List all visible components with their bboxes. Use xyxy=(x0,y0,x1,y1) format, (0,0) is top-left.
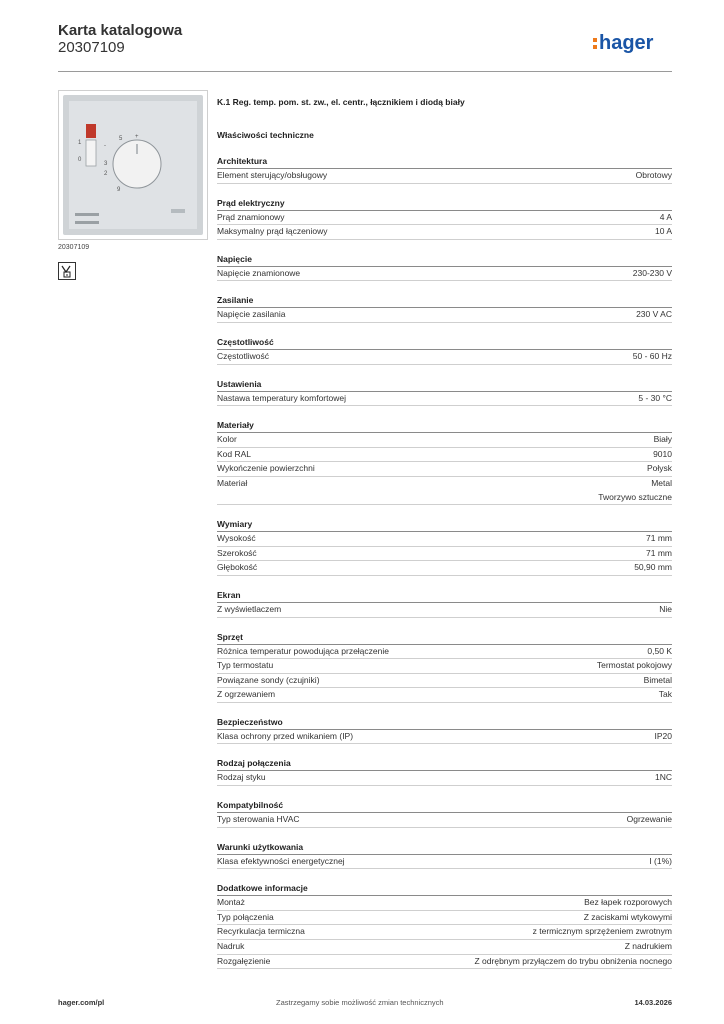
spec-value-line: Z zaciskami wtykowymi xyxy=(583,911,672,922)
spec-value xyxy=(597,659,672,673)
spec-value xyxy=(598,477,672,504)
dial-mark-3: 3 xyxy=(104,161,108,167)
spec-label: Głębokość xyxy=(217,562,258,573)
spec-row xyxy=(217,561,672,576)
header-divider xyxy=(58,71,672,72)
footer-date: 14.03.2026 xyxy=(634,998,672,1007)
spec-label: Maksymalny prąd łączeniowy xyxy=(217,226,328,237)
spec-value-line: Termostat pokojowy xyxy=(596,660,672,671)
spec-value-line: 1NC xyxy=(654,772,672,783)
spec-row xyxy=(217,308,672,323)
spec-row xyxy=(217,547,672,562)
switch-rocker-icon xyxy=(86,140,96,166)
spec-value xyxy=(475,955,673,969)
dial-plus-label: + xyxy=(135,134,139,140)
spec-value xyxy=(647,462,672,476)
spec-value xyxy=(638,392,672,406)
spec-row xyxy=(217,674,672,689)
wiring-symbol-icon xyxy=(58,262,76,280)
spec-value-line: Z nadrukiem xyxy=(624,941,672,952)
spec-label: Typ sterowania HVAC xyxy=(217,814,300,825)
spec-value-line: 50 - 60 Hz xyxy=(632,350,672,361)
spec-value xyxy=(584,896,672,910)
document-number: 20307109 xyxy=(58,39,125,56)
spec-section xyxy=(217,253,672,282)
spec-row xyxy=(217,911,672,926)
spec-section xyxy=(217,631,672,703)
section-title: Bezpieczeństwo xyxy=(217,716,672,730)
spec-value xyxy=(636,169,672,183)
brand-plate-icon xyxy=(171,209,185,213)
section-title: Ekran xyxy=(217,589,672,603)
spec-row xyxy=(217,603,672,618)
section-title: Sprzęt xyxy=(217,631,672,645)
product-image-code: 20307109 xyxy=(58,244,90,251)
section-title: Materiały xyxy=(217,419,672,433)
spec-row xyxy=(217,211,672,226)
spec-value xyxy=(633,267,672,281)
spec-value xyxy=(627,813,672,827)
spec-label: Montaż xyxy=(217,897,245,908)
spec-row xyxy=(217,940,672,955)
spec-value-line: Biały xyxy=(653,434,672,445)
switch-off-label: 0 xyxy=(78,157,82,163)
section-title: Wymiary xyxy=(217,518,672,532)
spec-label: Rozgałęzienie xyxy=(217,955,271,966)
spec-value xyxy=(646,532,672,546)
logo-wordmark: hager xyxy=(599,32,654,54)
spec-row xyxy=(217,659,672,674)
section-title: Dodatkowe informacje xyxy=(217,882,672,896)
spec-row xyxy=(217,645,672,660)
spec-label: Szerokość xyxy=(217,547,257,558)
spec-label: Napięcie zasilania xyxy=(217,309,286,320)
spec-row xyxy=(217,532,672,547)
spec-value-line: 71 mm xyxy=(646,533,672,544)
spec-row xyxy=(217,896,672,911)
spec-value-line: Nie xyxy=(659,603,672,614)
spec-value-line: Tak xyxy=(658,689,672,700)
spec-label: Wysokość xyxy=(217,533,256,544)
spec-value-line: Obrotowy xyxy=(635,170,672,180)
technical-properties-heading: Właściwości techniczne xyxy=(217,130,314,140)
spec-row xyxy=(217,730,672,745)
spec-value xyxy=(625,940,672,954)
spec-value xyxy=(649,855,672,869)
section-title: Kompatybilność xyxy=(217,799,672,813)
section-title: Architektura xyxy=(217,155,672,169)
spec-value xyxy=(654,433,672,447)
spec-value-line: 10 A xyxy=(654,226,672,237)
dial-mark-9: 9 xyxy=(117,187,121,193)
led-icon xyxy=(86,124,96,138)
spec-value-line: IP20 xyxy=(654,730,672,741)
spec-value xyxy=(660,211,672,225)
spec-row xyxy=(217,433,672,448)
spec-row xyxy=(217,855,672,870)
spec-value-line: Ogrzewanie xyxy=(626,814,672,825)
section-title: Warunki użytkowania xyxy=(217,841,672,855)
section-title: Zasilanie xyxy=(217,294,672,308)
spec-label: Z ogrzewaniem xyxy=(217,689,276,700)
spec-row xyxy=(217,688,672,703)
spec-value-line: 230 V AC xyxy=(636,309,672,320)
spec-section xyxy=(217,155,672,184)
spec-label: Nadruk xyxy=(217,941,245,952)
spec-row xyxy=(217,267,672,282)
spec-value xyxy=(633,350,672,364)
spec-value-line: Połysk xyxy=(646,463,672,474)
spec-value-line: Z odrębnym przyłączem do trybu obniżenia nocnego xyxy=(474,955,672,966)
spec-value xyxy=(659,688,672,702)
spec-label: Element sterujący/obsługowy xyxy=(217,170,328,180)
spec-value xyxy=(634,561,672,575)
spec-label: Napięcie znamionowe xyxy=(217,267,301,278)
spec-section xyxy=(217,757,672,786)
spec-label: Typ połączenia xyxy=(217,911,274,922)
spec-row xyxy=(217,462,672,477)
spec-section xyxy=(217,716,672,745)
logo-dot-bottom xyxy=(593,45,597,49)
spec-value-line: z termicznym sprzężeniem zwrotnym xyxy=(532,926,672,937)
dial-minus-label: - xyxy=(104,143,106,149)
dial-mark-5: 5 xyxy=(119,136,123,142)
spec-row xyxy=(217,925,672,940)
spec-label: Kolor xyxy=(217,434,237,445)
spec-label: Prąd znamionowy xyxy=(217,211,285,222)
spec-value xyxy=(646,547,672,561)
spec-value xyxy=(655,771,672,785)
spec-value xyxy=(647,645,672,659)
spec-label: Powiązane sondy (czujniki) xyxy=(217,674,320,685)
spec-value-line: Bez łapek rozporowych xyxy=(584,897,672,908)
spec-value xyxy=(655,730,673,744)
spec-value-line: 230-230 V xyxy=(632,267,672,278)
spec-value xyxy=(644,674,672,688)
spec-row xyxy=(217,955,672,970)
spec-section xyxy=(217,589,672,618)
spec-label: Rodzaj styku xyxy=(217,772,266,783)
spec-value-line: 5 - 30 °C xyxy=(638,392,672,403)
spec-section xyxy=(217,419,672,505)
spec-row xyxy=(217,225,672,240)
spec-value xyxy=(636,308,672,322)
spec-value-line: I (1%) xyxy=(649,855,672,866)
spec-value-line: 4 A xyxy=(659,211,672,222)
spec-row xyxy=(217,392,672,407)
page-header xyxy=(58,22,182,56)
section-title: Częstotliwość xyxy=(217,336,672,350)
spec-row xyxy=(217,477,672,505)
spec-value xyxy=(655,225,672,239)
spec-label: Różnica temperatur powodująca przełączenie xyxy=(217,645,389,656)
spec-row xyxy=(217,813,672,828)
spec-value xyxy=(653,448,672,462)
section-title: Rodzaj połączenia xyxy=(217,757,672,771)
spec-value-line: 0,50 K xyxy=(647,645,672,656)
section-title: Napięcie xyxy=(217,253,672,267)
spec-value xyxy=(533,925,672,939)
switch-on-label: 1 xyxy=(78,140,82,146)
spec-section xyxy=(217,378,672,407)
logo-dot-top xyxy=(593,38,597,42)
section-title: Prąd elektryczny xyxy=(217,197,672,211)
footer-notice: Zastrzegamy sobie możliwość zmian technicznych xyxy=(276,998,444,1007)
spec-value-line: 71 mm xyxy=(646,547,672,558)
spec-section xyxy=(217,197,672,240)
spec-section xyxy=(217,294,672,323)
dial-mark-2: 2 xyxy=(104,171,108,177)
spec-value-line: 50,90 mm xyxy=(634,562,672,573)
technical-content xyxy=(217,96,672,969)
spec-value xyxy=(659,603,672,617)
spec-label: Recyrkulacja termiczna xyxy=(217,926,305,937)
section-title: Ustawienia xyxy=(217,378,672,392)
page-footer xyxy=(58,998,672,1010)
spec-row xyxy=(217,169,672,184)
spec-label: Klasa efektywności energetycznej xyxy=(217,855,345,866)
product-image xyxy=(58,90,208,240)
spec-value-line: Tworzywo sztuczne xyxy=(598,491,672,502)
spec-label: Wykończenie powierzchni xyxy=(217,463,315,474)
spec-label: Nastawa temperatury komfortowej xyxy=(217,392,346,403)
spec-label: Klasa ochrony przed wnikaniem (IP) xyxy=(217,730,354,741)
spec-label: Typ termostatu xyxy=(217,660,274,671)
spec-label: Materiał xyxy=(217,477,248,488)
spec-section xyxy=(217,841,672,870)
screw-icon xyxy=(75,221,99,224)
spec-label: Kod RAL xyxy=(217,448,252,459)
spec-row xyxy=(217,448,672,463)
screw-icon xyxy=(75,213,99,216)
spec-label: Częstotliwość xyxy=(217,350,269,361)
document-title: Karta katalogowa xyxy=(58,22,183,39)
spec-value-line: Bimetal xyxy=(643,674,672,685)
spec-row xyxy=(217,350,672,365)
spec-section xyxy=(217,336,672,365)
hager-logo xyxy=(592,28,672,56)
spec-label: Z wyświetlaczem xyxy=(217,603,282,614)
footer-url[interactable]: hager.com/pl xyxy=(58,998,105,1007)
spec-row xyxy=(217,771,672,786)
spec-section xyxy=(217,882,672,969)
spec-section xyxy=(217,799,672,828)
spec-sections xyxy=(217,155,672,969)
product-title: K.1 Reg. temp. pom. st. zw., el. centr., łącznikiem i diodą biały xyxy=(217,97,465,107)
thermostat-illustration xyxy=(59,91,207,239)
spec-section xyxy=(217,518,672,576)
spec-value-line: 9010 xyxy=(653,448,672,459)
spec-value-line: Metal xyxy=(651,477,672,488)
spec-value xyxy=(584,911,672,925)
